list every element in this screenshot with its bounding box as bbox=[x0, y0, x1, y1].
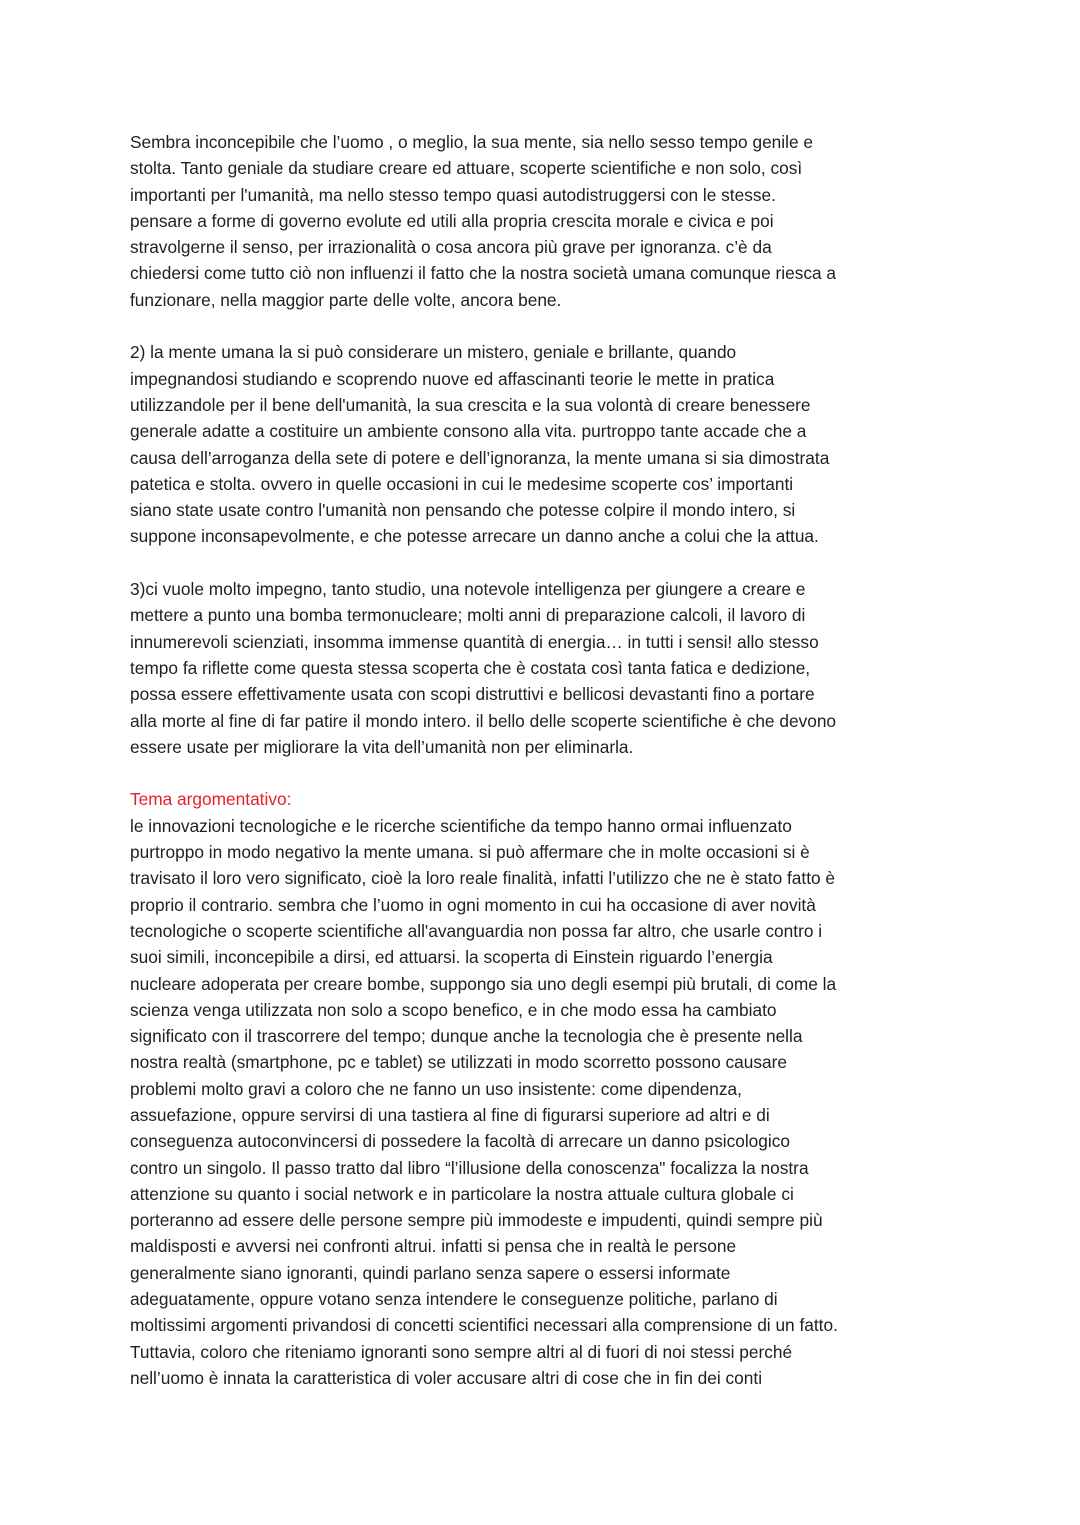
text-line: nell’uomo è innata la caratteristica di voler accusare altri di cose che in fin dei conti bbox=[130, 1367, 763, 1388]
text-line: nucleare adoperata per creare bombe, suppongo sia uno degli esempi più brutali, di come la bbox=[130, 973, 837, 994]
paragraph-intro bbox=[130, 129, 960, 313]
text-line: essere usate per migliorare la vita dell’umanità non per eliminarla. bbox=[130, 736, 634, 757]
text-line: 3)ci vuole molto impegno, tanto studio, una notevole intelligenza per giungere a creare e bbox=[130, 579, 806, 600]
text-line: funzionare, nella maggior parte delle volte, ancora bene. bbox=[130, 289, 562, 310]
text-line: tecnologiche o scoperte scientifiche all'avanguardia non possa far altro, che usarle contro i bbox=[130, 920, 823, 941]
text-line: importanti per l'umanità, ma nello stesso tempo quasi autodistruggersi con le stesse. bbox=[130, 184, 776, 205]
text-line: utilizzandole per il bene dell'umanità, la sua crescita e la sua volontà di creare benessere bbox=[130, 394, 811, 415]
text-line: tempo fa riflette come questa stessa scoperta che è costata così tanta fatica e dedizione, bbox=[130, 657, 811, 678]
text-line: generalmente siano ignoranti, quindi parlano senza sapere o essersi informate bbox=[130, 1262, 731, 1283]
text-line: Tuttavia, coloro che riteniamo ignoranti sono sempre altri al di fuori di noi stessi perché bbox=[130, 1341, 793, 1362]
text-line: 2) la mente umana la si può considerare un mistero, geniale e brillante, quando bbox=[130, 342, 737, 363]
text-line: innumerevoli scienziati, insomma immense quantità di energia… in tutti i sensi! allo stesso bbox=[130, 631, 819, 652]
text-line: conseguenza autoconvincersi di possedere la facoltà di arrecare un danno psicologico bbox=[130, 1131, 790, 1152]
text-line: significato con il trascorrere del tempo; dunque anche la tecnologia che è presente nella bbox=[130, 1026, 803, 1047]
text-line: moltissimi argomenti privandosi di concetti scientifici necessari alla comprensione di un fatto. bbox=[130, 1315, 838, 1336]
text-line: stravolgerne il senso, per irrazionalità o cosa ancora più grave per ignoranza. c’è da bbox=[130, 237, 772, 258]
text-line: alla morte al fine di far patire il mondo intero. il bello delle scoperte scientifiche è che devono bbox=[130, 710, 837, 731]
text-line: siano state usate contro l'umanità non pensando che potesse colpire il mondo intero, si bbox=[130, 500, 796, 521]
text-line: purtroppo in modo negativo la mente umana. si può affermare che in molte occasioni si è bbox=[130, 842, 810, 863]
text-line: contro un singolo. Il passo tratto dal libro “l’illusione della conoscenza" focalizza la nostra bbox=[130, 1157, 809, 1178]
text-line: stolta. Tanto geniale da studiare creare ed attuare, scoperte scientifiche e non solo, così bbox=[130, 158, 803, 179]
text-line: nostra realtà (smartphone, pc e tablet) se utilizzati in modo scorretto possono causare bbox=[130, 1052, 788, 1073]
text-line: le innovazioni tecnologiche e le ricerche scientifiche da tempo hanno ormai influenzato bbox=[130, 815, 792, 836]
text-line: pensare a forme di governo evolute ed utili alla propria crescita morale e civica e poi bbox=[130, 210, 774, 231]
document-page bbox=[130, 129, 960, 1391]
text-line: problemi molto gravi a coloro che ne fanno un uso insistente: come dipendenza, bbox=[130, 1078, 742, 1099]
text-line: travisato il loro vero significato, cioè la loro reale finalità, infatti l’utilizzo che ne è stato fatto è bbox=[130, 868, 836, 889]
text-line: impegnandosi studiando e scoprendo nuove ed affascinanti teorie le mette in pratica bbox=[130, 368, 775, 389]
text-line: assuefazione, oppure servirsi di una tastiera al fine di figurarsi superiore ad altri e di bbox=[130, 1104, 770, 1125]
paragraph-answer-2 bbox=[130, 339, 960, 549]
text-line: generale adatte a costituire un ambiente consono alla vita. purtroppo tante accade che a bbox=[130, 421, 807, 442]
text-line: attenzione su quanto i social network e in particolare la nostra attuale cultura globale ci bbox=[130, 1183, 794, 1204]
text-line: chiedersi come tutto ciò non influenzi il fatto che la nostra società umana comunque riesca a bbox=[130, 263, 837, 284]
text-line: scienza venga utilizzata non solo a scopo benefico, e in che modo essa ha cambiato bbox=[130, 999, 777, 1020]
text-line: Sembra inconcepibile che l’uomo , o meglio, la sua mente, sia nello sesso tempo genile e bbox=[130, 132, 813, 152]
text-line: proprio il contrario. sembra che l’uomo in ogni momento in cui ha occasione di aver novità bbox=[130, 894, 816, 915]
essay-section bbox=[130, 786, 960, 1391]
text-line: porteranno ad essere delle persone sempre più immodeste e impudenti, quindi sempre più bbox=[130, 1210, 823, 1231]
text-line: suoi simili, inconcepibile a dirsi, ed attuarsi. la scoperta di Einstein riguardo l’energia bbox=[130, 947, 773, 968]
text-line: patetica e stolta. ovvero in quelle occasioni in cui le medesime scoperte cos’ importanti bbox=[130, 473, 794, 494]
text-line: suppone inconsapevolmente, e che potesse arrecare un danno anche a colui che la attua. bbox=[130, 526, 819, 547]
text-line: maldisposti e avversi nei confronti altrui. infatti si pensa che in realtà le persone bbox=[130, 1236, 737, 1257]
text-line: mettere a punto una bomba termonucleare; molti anni di preparazione calcoli, il lavoro di bbox=[130, 605, 806, 626]
text-line: adeguatamente, oppure votano senza intendere le conseguenze politiche, parlano di bbox=[130, 1289, 778, 1310]
text-line: causa dell’arroganza della sete di potere e dell’ignoranza, la mente umana si sia dimostrata bbox=[130, 447, 830, 468]
text-line: possa essere effettivamente usata con scopi distruttivi e bellicosi devastanti fino a portare bbox=[130, 684, 815, 705]
paragraph-answer-3 bbox=[130, 576, 960, 760]
essay-heading: Tema argomentativo: bbox=[130, 789, 292, 810]
